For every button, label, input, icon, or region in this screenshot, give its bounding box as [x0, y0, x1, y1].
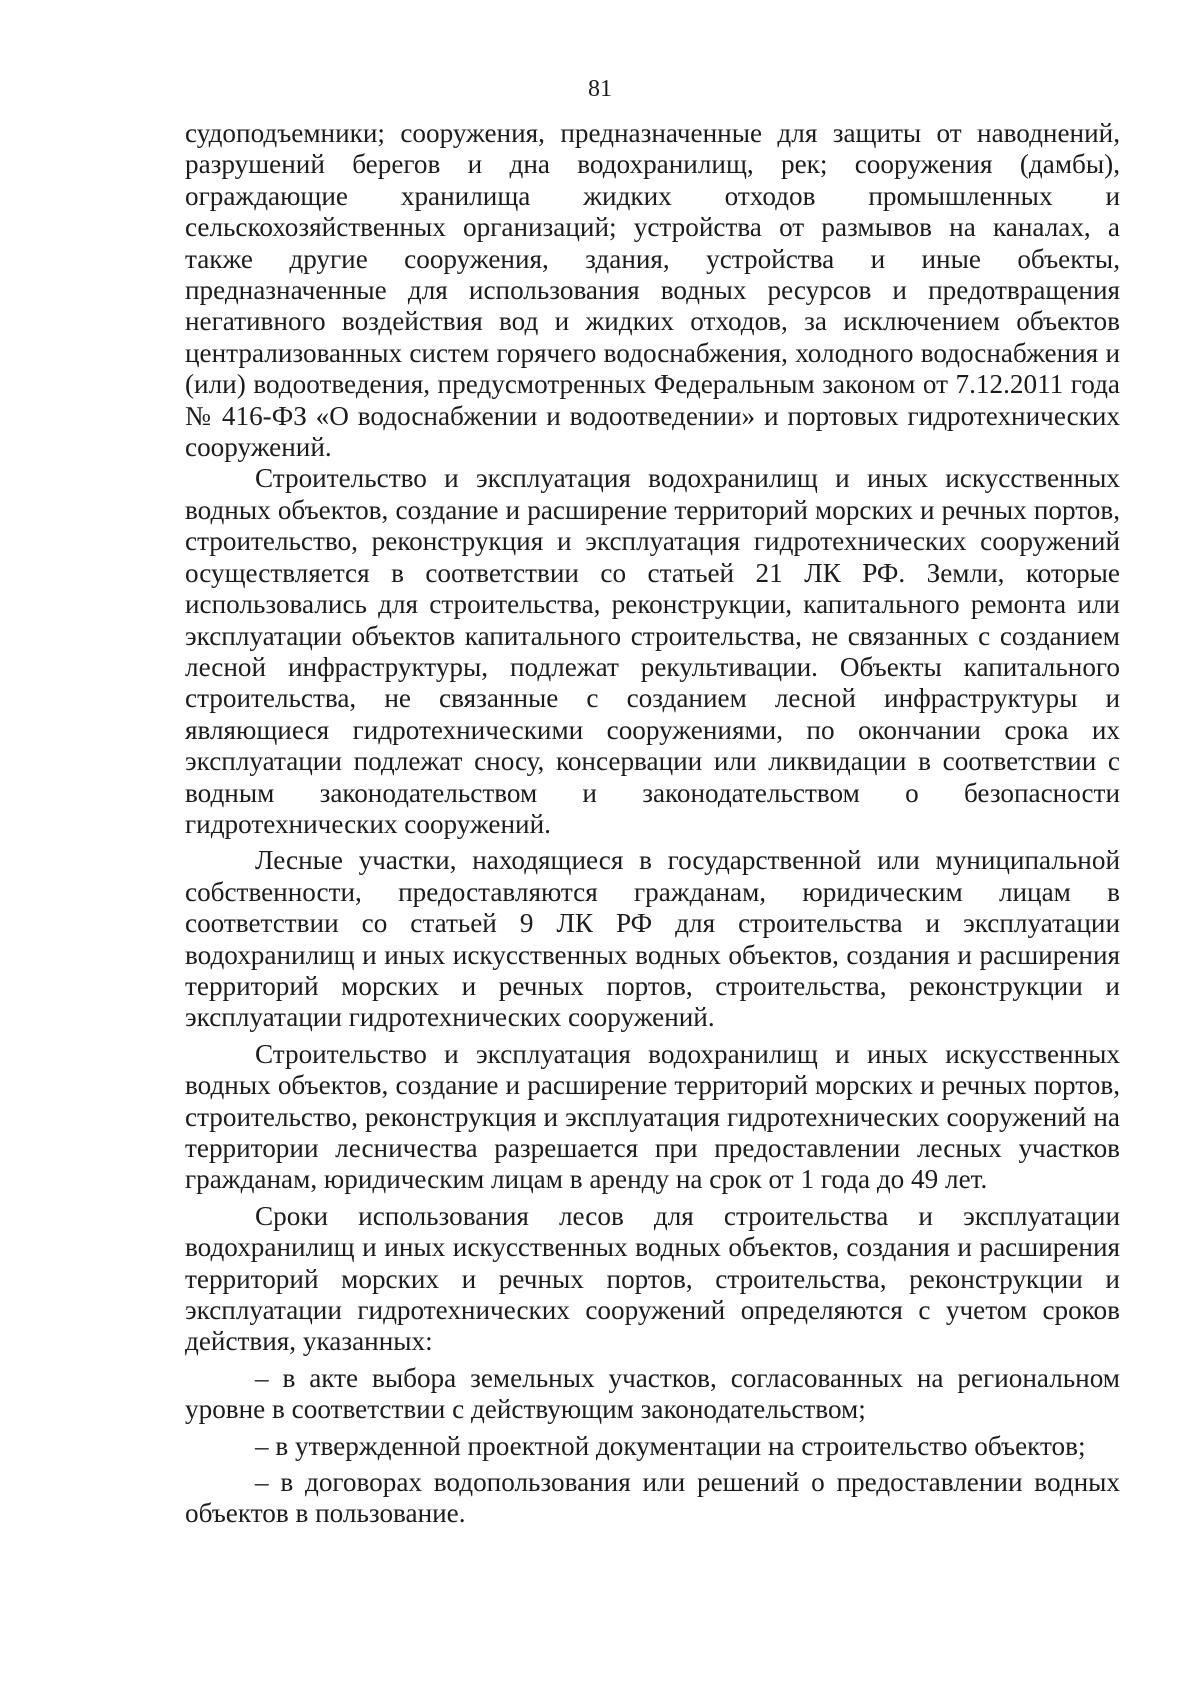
- paragraph: Сроки использования лесов для строительства и эксплуатации водохранилищ и иных искусственных водных объектов, создания и расширения территорий морских и речных портов, строительства, реконструкции и эксплуатации гидротехнических сооружений определяются с учетом сроков действия, указанных:: [185, 1200, 1120, 1357]
- paragraph: Лесные участки, находящиеся в государственной или муниципальной собственности, предоставляются гражданам, юридическим лицам в соответствии со статьей 9 ЛК РФ для строительства и эксплуатации водохранилищ и иных искусственных водных объектов, создания и расширения территорий морских и речных портов, строительства, реконструкции и эксплуатации гидротехнических сооружений.: [185, 845, 1120, 1033]
- page-number: 81: [588, 76, 612, 102]
- list-item: – в договорах водопользования или решений о предоставлении водных объектов в пользование.: [185, 1467, 1120, 1529]
- paragraph: Строительство и эксплуатация водохранилищ и иных искусственных водных объектов, создание и расширение территорий морских и речных портов, строительство, реконструкция и эксплуатация гидротехнических сооружений на территории лесничества разрешается при предоставлении лесных участков гражданам, юридическим лицам в аренду на срок от 1 года до 49 лет.: [185, 1038, 1120, 1195]
- list-item: – в акте выбора земельных участков, согласованных на региональном уровне в соответствии с действующим законодательством;: [185, 1362, 1120, 1425]
- paragraph: судоподъемники; сооружения, предназначенные для защиты от наводнений, разрушений берегов и дна водохранилищ, рек; сооружения (дамбы), ограждающие хранилища жидких отходов промышленных и сельскохозяйственных организаций; устройства от размывов на каналах, а также другие сооружения, здания, устройства и иные объекты, предназначенные для использования водных ресурсов и предотвращения негативного воздействия вод и жидких отходов, за исключением объектов централизованных систем горячего водоснабжения, холодного водоснабжения и (или) водоотведения, предусмотренных Федеральным законом от 7.12.2011 года № 416-ФЗ «О водоснабжении и водоотведении» и портовых гидротехнических сооружений.: [185, 118, 1120, 463]
- list-item: – в утвержденной проектной документации на строительство объектов;: [255, 1430, 1086, 1461]
- document-body: [185, 118, 1120, 1530]
- paragraph: Строительство и эксплуатация водохранилищ и иных искусственных водных объектов, создание и расширение территорий морских и речных портов, строительство, реконструкция и эксплуатация гидротехнических сооружений осуществляется в соответствии со статьей 21 ЛК РФ. Земли, которые использовались для строительства, реконструкции, капитального ремонта или эксплуатации объектов капитального строительства, не связанных с созданием лесной инфраструктуры, подлежат рекультивации. Объекты капитального строительства, не связанные с созданием лесной инфраструктуры и являющиеся гидротехническими сооружениями, по окончании срока их эксплуатации подлежат сносу, консервации или ликвидации в соответствии с водным законодательством и законодательством о безопасности гидротехнических сооружений.: [185, 463, 1120, 839]
